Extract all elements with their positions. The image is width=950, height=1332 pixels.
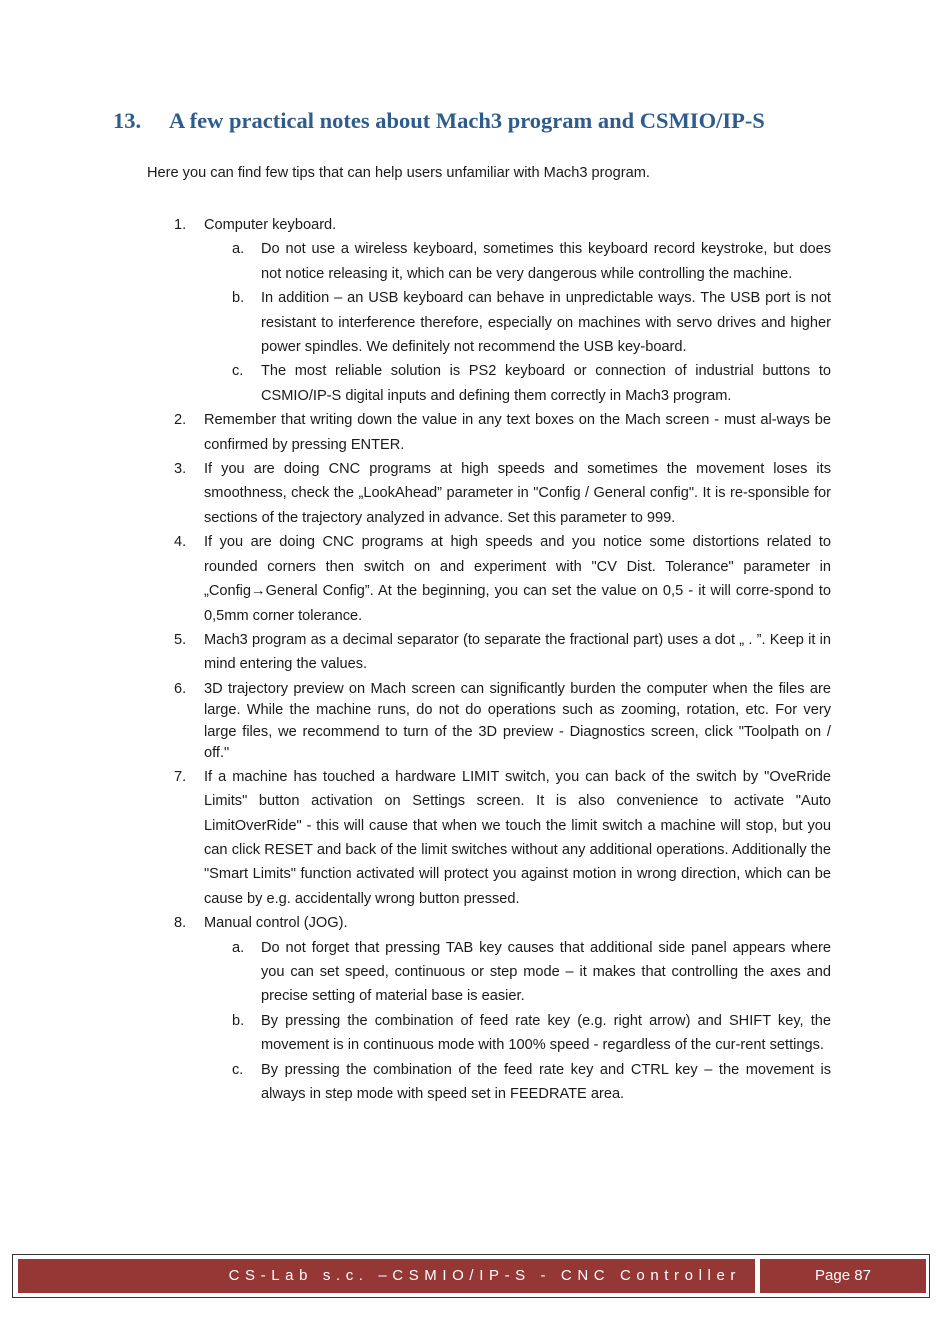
sub-list-marker: a. xyxy=(232,939,245,956)
sub-list-marker: c. xyxy=(232,363,244,380)
sub-list xyxy=(204,237,831,408)
list-item-1 xyxy=(174,213,831,408)
list-item-text: Mach3 program as a decimal separator (to separate the fractional part) uses a dot „ . ”. Keep it in mind entering the values. xyxy=(204,631,831,673)
list-marker: 3. xyxy=(174,461,187,478)
sub-list-item xyxy=(204,1058,831,1107)
list-marker: 5. xyxy=(174,631,187,648)
sub-list-item-text: By pressing the combination of the feed rate key and CTRL key – the movement is always in step mode with speed set in FEEDRATE area. xyxy=(261,1061,831,1102)
sub-list-item-text: Do not use a wireless keyboard, sometimes this keyboard record keystroke, but does not notice releasing it, which can be very dangerous while controlling the machine. xyxy=(261,241,831,282)
list-item-5 xyxy=(174,628,831,677)
list-item-text: Computer keyboard. xyxy=(204,217,337,233)
sub-list-marker: b. xyxy=(232,1012,245,1029)
sub-list-item-text: In addition – an USB keyboard can behave in unpredictable ways. The USB port is not resistant to interference therefore, especially on machines with servo drives and higher power spindles. We definitely not recommend the USB key-board. xyxy=(261,290,831,356)
sub-list-marker: c. xyxy=(232,1061,244,1078)
list-marker: 8. xyxy=(174,915,187,932)
intro-paragraph: Here you can find few tips that can help users unfamiliar with Mach3 program. xyxy=(147,165,650,181)
list-marker: 2. xyxy=(174,412,187,429)
list-marker: 7. xyxy=(174,768,187,785)
list-marker: 1. xyxy=(174,217,187,233)
list-item-8 xyxy=(174,911,831,1106)
section-heading xyxy=(113,108,765,134)
page-footer xyxy=(12,1254,930,1298)
list-marker: 4. xyxy=(174,534,187,551)
section-title: A few practical notes about Mach3 program and CSMIO/IP-S xyxy=(169,108,765,133)
section-number: 13. xyxy=(113,108,142,133)
list-item-6 xyxy=(174,677,831,765)
sub-list-marker: a. xyxy=(232,241,245,258)
footer-document-title: CS-Lab s.c. –CSMIO/IP-S - CNC Controller xyxy=(18,1259,755,1293)
sub-list-item xyxy=(204,1009,831,1058)
list-item-text: If you are doing CNC programs at high speeds and sometimes the movement loses its smoothness, check the „LookAhead” parameter in "Config / General config". It is re-sponsible for sections of the trajectory analyzed in advance. Set this parameter to 999. xyxy=(204,461,831,526)
list-item-text: Remember that writing down the value in any text boxes on the Mach screen - must al-ways be confirmed by pressing ENTER. xyxy=(204,412,831,453)
sub-list-item-text: The most reliable solution is PS2 keyboard or connection of industrial buttons to CSMIO/IP-S digital inputs and defining them correctly in Mach3 program. xyxy=(261,363,831,404)
list-item-text: Manual control (JOG). xyxy=(204,915,348,932)
sub-list xyxy=(204,936,831,1107)
tips-list xyxy=(174,213,831,1106)
footer-page-number: Page 87 xyxy=(760,1259,926,1293)
sub-list-item-text: Do not forget that pressing TAB key causes that additional side panel appears where you can set speed, continuous or step mode – it makes that controlling the axes and precise setting of material base is easier. xyxy=(261,939,831,1005)
sub-list-item xyxy=(204,237,831,286)
list-item-2 xyxy=(174,408,831,457)
list-item-3 xyxy=(174,457,831,530)
sub-list-item xyxy=(204,286,831,359)
list-item-text: If you are doing CNC programs at high speeds and you notice some distortions related to rounded corners then switch on and experiment with "CV Dist. Tolerance" parameter in „Config→General Config”. At the beginning, you can set the value on 0,5 - it will corre-spond to 0,5mm corner tolerance. xyxy=(204,534,831,624)
list-item-text: If a machine has touched a hardware LIMIT switch, you can back of the switch by "OveRride Limits" button activation on Settings screen. It is also convenience to activate "Auto LimitOverRide" - this will cause that when we touch the limit switch a machine will stop, but you can click RESET and back of the limit switches without any additional operations. Additionally the "Smart Limits" function activated will protect you against motion in wrong direction, which can be cause by e.g. accidentally wrong button pressed. xyxy=(204,768,831,907)
list-item-text: 3D trajectory preview on Mach screen can significantly burden the computer when the files are large. While the machine runs, do not do operations such as zooming, rotation, etc. For very large files, we recommend to turn of the 3D preview - Diagnostics screen, click "Toolpath on / off." xyxy=(204,680,831,762)
sub-list-item xyxy=(204,936,831,1009)
sub-list-item-text: By pressing the combination of feed rate key (e.g. right arrow) and SHIFT key, the movement is in continuous mode with 100% speed - regardless of the cur-rent settings. xyxy=(261,1012,831,1054)
sub-list-marker: b. xyxy=(232,290,245,307)
sub-list-item xyxy=(204,359,831,408)
list-marker: 6. xyxy=(174,680,187,697)
list-item-4 xyxy=(174,530,831,628)
list-item-7 xyxy=(174,765,831,911)
